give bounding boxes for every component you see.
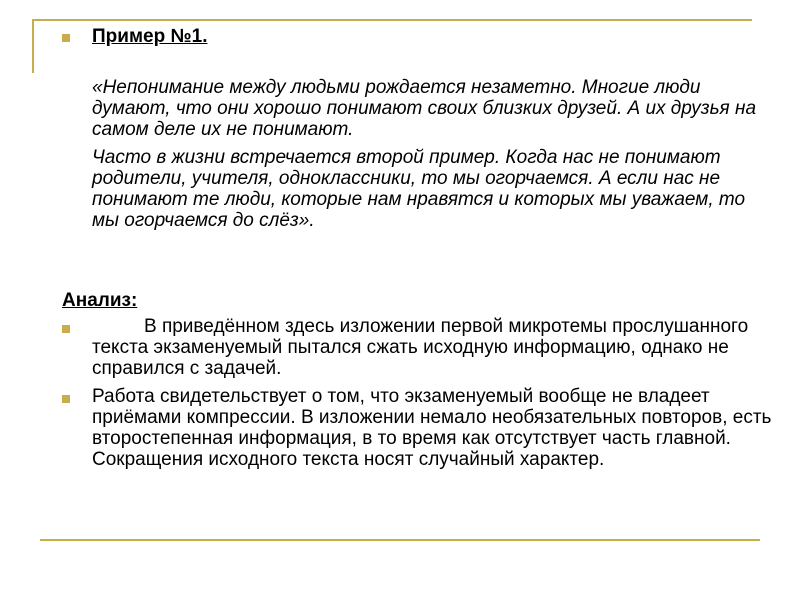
bottom-decor-line [40, 539, 760, 541]
bullet-square-icon [62, 395, 70, 403]
analysis-paragraph-2-text: Работа свидетельствует о том, что экзаменуемый вообще не владеет приёмами компрессии. В изложении немало необязательных повторов, есть второстепенная информация, в то время как отсутствует часть главной. Сокращения исходного текста носят случайный характер. [92, 386, 772, 470]
quote-paragraph-2 [92, 147, 772, 231]
bullet-square-icon [62, 325, 70, 333]
quote-paragraph-2-text: Часто в жизни встречается второй пример. Когда нас не понимают родители, учителя, одноклассники, то мы огорчаемся. А если нас не понимают те люди, которые нам нравятся и которых мы уважаем, то мы огорчаемся до слёз». [92, 147, 746, 231]
bullet-square-icon [62, 34, 70, 42]
top-decor-line [32, 19, 752, 21]
analysis-paragraph-1 [92, 316, 772, 379]
analysis-paragraph-2 [92, 386, 772, 470]
left-decor-line [32, 19, 34, 73]
slide-title: Пример №1. [92, 26, 208, 47]
analysis-paragraph-1-text: В приведённом здесь изложении первой микротемы прослушанного текста экзаменуемый пытался сжать исходную информацию, однако не справился с задачей. [92, 316, 749, 379]
quote-paragraph-1 [92, 77, 772, 140]
analysis-heading: Анализ: [62, 290, 138, 311]
quote-paragraph-1-text: «Непонимание между людьми рождается незаметно. Многие люди думают, что они хорошо понимают своих близких друзей. А их друзья на самом деле их не понимают. [92, 77, 757, 140]
